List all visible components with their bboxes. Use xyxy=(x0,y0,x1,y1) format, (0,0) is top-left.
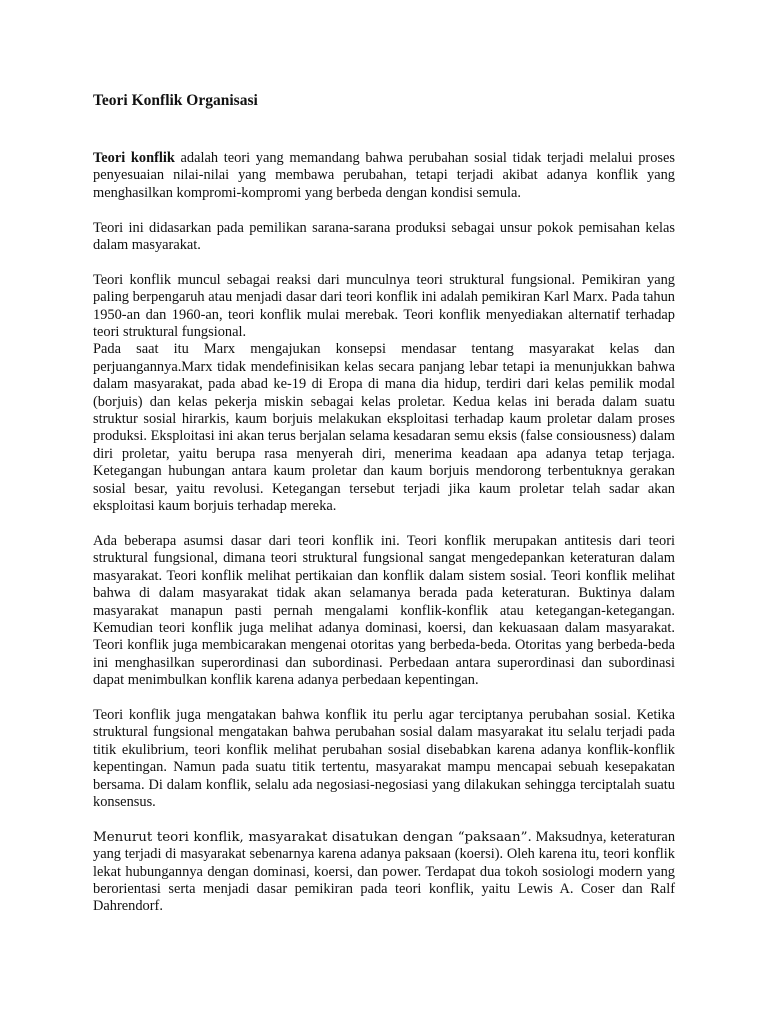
definition-text: adalah teori yang memandang bahwa perubahan sosial tidak terjadi melalui proses penyesuaian nilai-nilai yang membawa perubahan, tetapi terjadi akibat adanya konflik yang menghasilkan kompromi-kompromi yang berbeda dengan kondisi semula. xyxy=(93,150,675,201)
coercion-rest-text: Maksudnya, keteraturan yang terjadi di masyarakat sebenarnya karena adanya paksaan (koersi). Oleh karena itu, teori konflik lekat hubungannya dengan dominasi, koersi, dan power. Terdapat dua tokoh sosiologi modern yang berorientasi serta menjadi dasar pemikiran pada teori konflik, yaitu Lewis A. Coser dan Ralf Dahrendorf. xyxy=(93,828,676,915)
term-teori-konflik: Teori konflik xyxy=(93,150,175,166)
paragraph-marx: Pada saat itu Marx mengajukan konsepsi mendasar tentang masyarakat kelas dan perjuangannya.Marx tidak mendefinisikan kelas secara panjang lebar tetapi ia menunjukkan bahwa dalam masyarakat, pada abad ke-19 di Eropa di mana dia hidup, terdiri dari kelas pemilik modal (borjuis) dan kelas pekerja miskin sebagai kelas proletar. Kedua kelas ini berada dalam suatu struktur sosial hirarkis, kaum borjuis melakukan eksploitasi terhadap kaum proletar dalam proses produksi. Eksploitasi ini akan terus berjalan selama kesadaran semu eksis (false consiousness) dalam diri proletar, yaitu berupa rasa menyerah diri, menerima keadaan apa adanya tetap terjaga. Ketegangan hubungan antara kaum proletar dan kaum borjuis mendorong terbentuknya gerakan sosial besar, yaitu revolusi. Ketegangan tersebut terjadi jika kaum proletar telah sadar akan eksploitasi kaum borjuis terhadap mereka. xyxy=(93,341,675,515)
coercion-lead-text: Menurut teori konflik, masyarakat disatukan dengan “paksaan”. xyxy=(93,829,532,845)
paragraph-social-change: Teori konflik juga mengatakan bahwa konflik itu perlu agar terciptanya perubahan sosial. Ketika struktural fungsional mengatakan bahwa perubahan sosial dalam masyarakat itu selalu terjadi pada titik ekulibrium, teori konflik melihat perubahan sosial disebabkan karena adanya konflik-konflik kepentingan. Namun pada suatu titik tertentu, masyarakat mampu mencapai sebuah kesepakatan bersama. Di dalam konflik, selalu ada negosiasi-negosiasi yang dilakukan sehingga terciptalah suatu konsensus. xyxy=(93,706,675,810)
paragraph-basis: Teori ini didasarkan pada pemilikan sarana-sarana produksi sebagai unsur pokok pemisahan kelas dalam masyarakat. xyxy=(93,219,675,254)
paragraph-origin: Teori konflik muncul sebagai reaksi dari munculnya teori struktural fungsional. Pemikiran yang paling berpengaruh atau menjadi dasar dari teori konflik ini adalah pemikiran Karl Marx. Pada tahun 1950-an dan 1960-an, teori konflik mulai merebak. Teori konflik menyediakan alternatif terhadap teori struktural fungsional. xyxy=(93,271,675,341)
document-title: Teori Konflik Organisasi xyxy=(93,92,258,109)
paragraph-coercion xyxy=(93,829,675,916)
paragraph-definition xyxy=(93,150,675,202)
paragraph-assumptions: Ada beberapa asumsi dasar dari teori konflik ini. Teori konflik merupakan antitesis dari teori struktural fungsional, dimana teori struktural fungsional sangat mengedepankan keteraturan dalam masyarakat. Teori konflik melihat pertikaian dan konflik dalam sistem sosial. Teori konflik melihat bahwa di dalam masyarakat tidak akan selamanya berada pada keteraturan. Buktinya dalam masyarakat manapun pasti pernah mengalami konflik-konflik atau ketegangan-ketegangan. Kemudian teori konflik juga melihat adanya dominasi, koersi, dan kekuasaan dalam masyarakat. Teori konflik juga membicarakan mengenai otoritas yang berbeda-beda. Otoritas yang berbeda-beda ini menghasilkan superordinasi dan subordinasi. Perbedaan antara superordinasi dan subordinasi dapat menimbulkan konflik karena adanya perbedaan kepentingan. xyxy=(93,532,675,689)
